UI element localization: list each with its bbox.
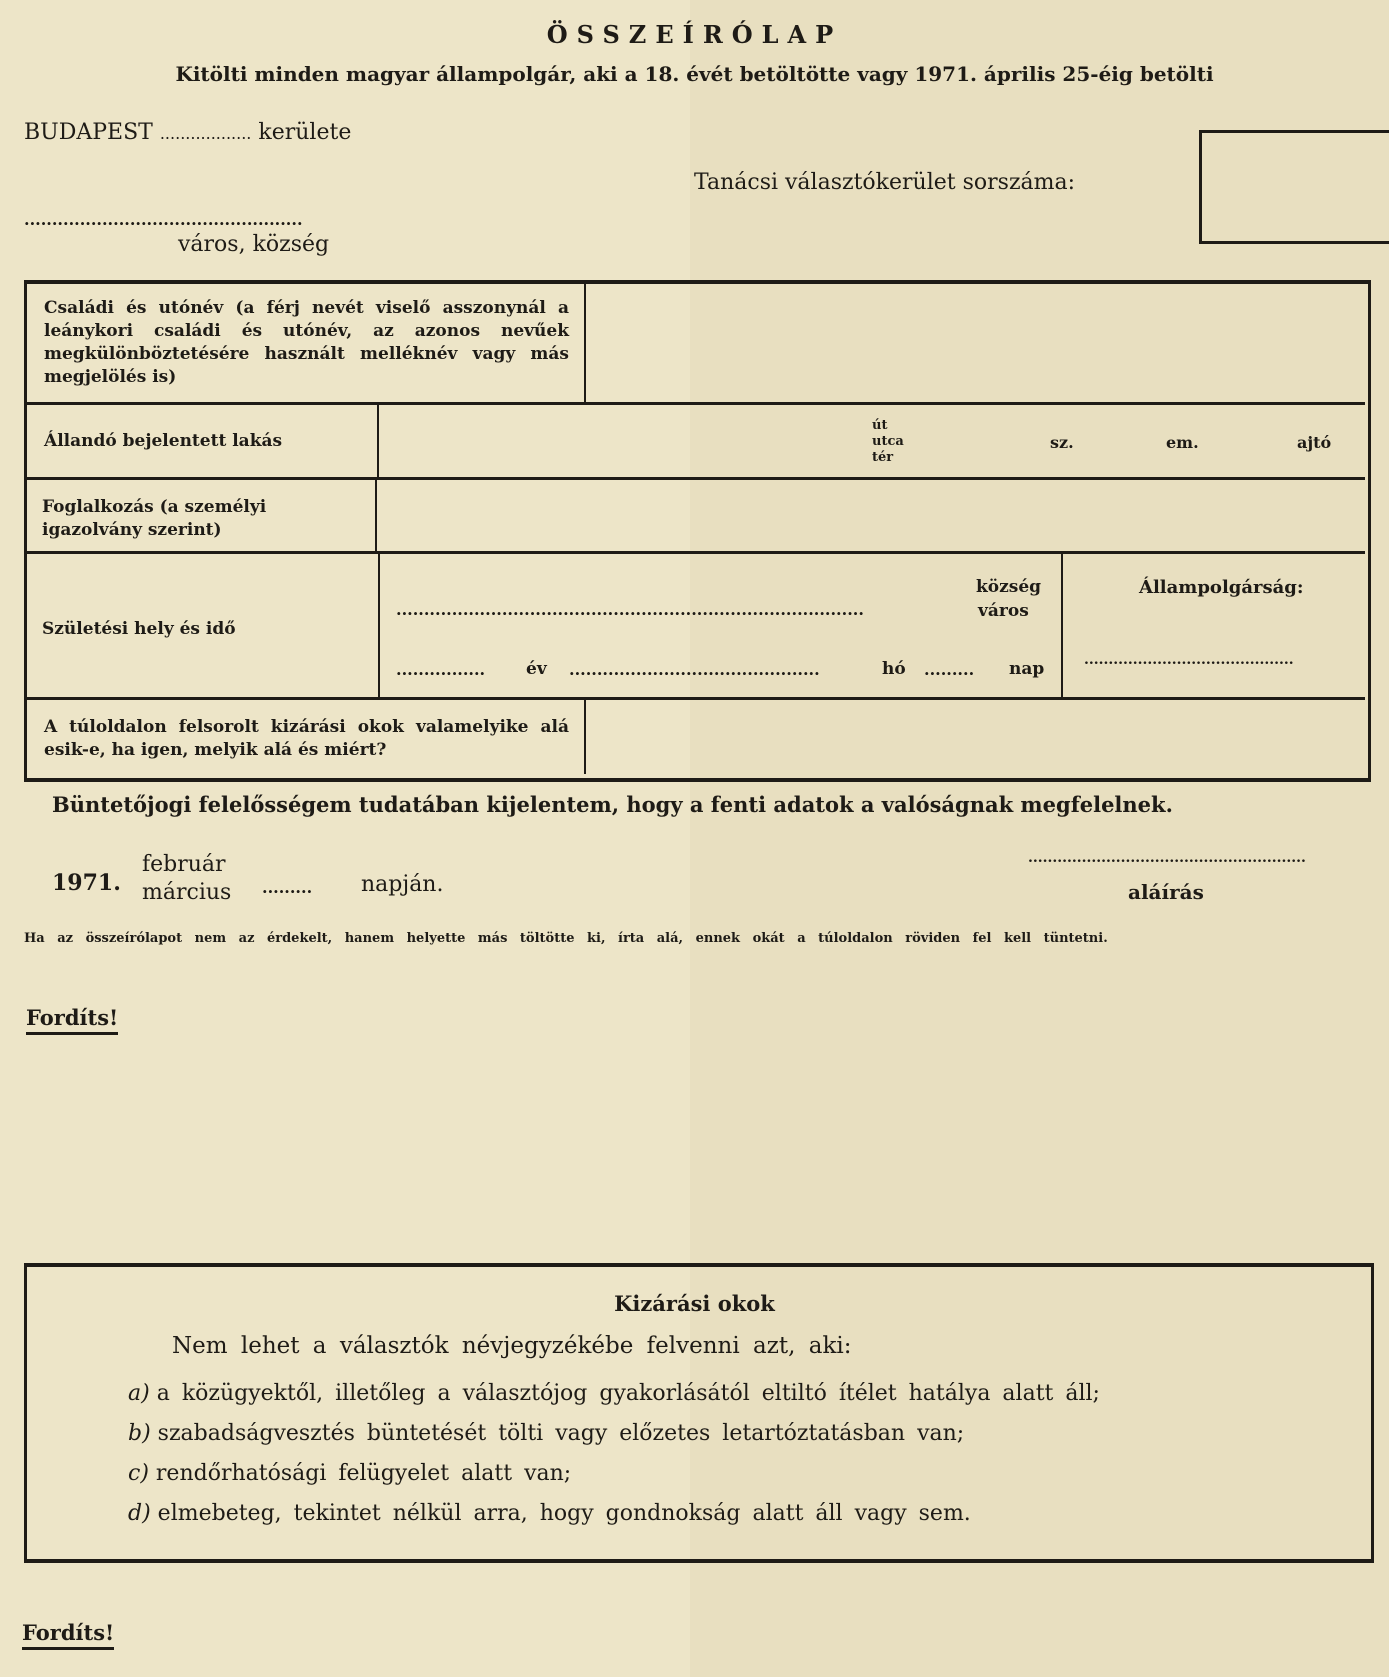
name-field[interactable] (588, 284, 1362, 402)
tanacsi-label: Tanácsi választókerület sorszáma: (694, 170, 1076, 195)
col-divider (378, 554, 380, 697)
napjan-label: napján. (361, 872, 444, 897)
door-label: ajtó (1297, 433, 1332, 452)
item-letter: c) (128, 1461, 149, 1486)
exclusion-item (128, 1454, 1100, 1494)
exclusion-item (128, 1374, 1100, 1414)
utca-label: utca (872, 434, 904, 449)
birth-year-field[interactable]: ................ (396, 660, 486, 679)
declaration-year: 1971. (52, 870, 121, 896)
varos-label: város (978, 601, 1029, 621)
ter-label: tér (872, 450, 894, 465)
exclusion-list (128, 1374, 1100, 1534)
item-text: szabadságvesztés büntetését tölti vagy előzetes letartóztatásban van; (157, 1421, 965, 1446)
house-number-label: sz. (1050, 433, 1074, 452)
col-divider (584, 700, 586, 774)
exclusion-question-label: A túloldalon felsorolt kizárási okok valamelyike alá esik-e, ha igen, melyik alá és miért? (44, 717, 569, 760)
col-divider (1061, 554, 1063, 697)
form-subtitle: Kitölti minden magyar állampolgár, aki a 18. évét betöltötte vagy 1971. április 25-éig betölti (175, 62, 1214, 86)
item-letter: a) (128, 1381, 150, 1406)
month-option-february[interactable]: február (142, 852, 226, 877)
signature-field[interactable]: ......................................................... (1028, 850, 1306, 866)
birth-place-field[interactable]: .................................................................................... (396, 600, 864, 619)
street-type-labels (872, 418, 904, 466)
ut-label: út (872, 418, 888, 433)
month-option-march[interactable]: március (142, 880, 232, 905)
occupation-label: Foglalkozás (a személyi igazolvány szerint) (42, 497, 267, 540)
turn-over-label-1: Fordíts! (26, 1005, 118, 1035)
floor-label: em. (1166, 433, 1199, 452)
turn-over-label-2: Fordíts! (22, 1620, 114, 1650)
city-label: város, község (178, 232, 330, 257)
kozseg-label: község (976, 577, 1042, 597)
year-label: év (526, 659, 547, 679)
exclusion-item (128, 1414, 1100, 1454)
exclusion-item (128, 1494, 1100, 1534)
col-divider (584, 284, 586, 402)
item-text: rendőrhatósági felügyelet alatt van; (155, 1461, 572, 1486)
city-field[interactable]: .................................................. (24, 210, 303, 229)
proxy-note: Ha az összeírólapot nem az érdekelt, hanem helyette más töltötte ki, írta alá, ennek okát a túloldalon röviden fel kell tüntetni. (24, 931, 1108, 946)
kerulete-label: kerülete (258, 120, 352, 145)
exclusion-intro: Nem lehet a választók névjegyzékébe felvenni azt, aki: (172, 1333, 852, 1359)
district-number-box[interactable] (1199, 130, 1389, 244)
item-letter: d) (128, 1501, 151, 1526)
item-letter: b) (128, 1421, 151, 1446)
birth-day-field[interactable]: ......... (924, 660, 975, 679)
month-label: hó (882, 659, 906, 679)
exclusion-answer-field[interactable] (588, 700, 1362, 774)
signature-label: aláírás (1128, 880, 1204, 904)
col-divider (375, 480, 377, 551)
name-label: Családi és utónév (a férj nevét viselő asszonynál a leánykori családi és utónév, az azonos nevűek megkülönböztetésére használt melléknév vagy más megjelölés is) (44, 298, 569, 387)
budapest-line (24, 120, 351, 145)
citizenship-label: Állampolgárság: (1139, 577, 1304, 598)
form-title: ÖSSZEÍRÓLAP (546, 20, 843, 49)
declaration-text: Büntetőjogi felelősségem tudatában kijelentem, hogy a fenti adatok a valóságnak megfelelnek. (52, 792, 1173, 817)
occupation-field[interactable] (380, 480, 1362, 551)
item-text: elmebeteg, tekintet nélkül arra, hogy gondnokság alatt áll vagy sem. (157, 1501, 971, 1526)
declaration-day-field[interactable]: ......... (262, 878, 313, 897)
citizenship-field[interactable]: ........................................... (1084, 652, 1294, 668)
exclusion-title: Kizárási okok (614, 1291, 775, 1316)
row-divider (27, 551, 1365, 554)
birth-label: Születési hely és idő (42, 619, 236, 639)
day-label: nap (1009, 659, 1045, 679)
address-label: Állandó bejelentett lakás (44, 431, 283, 451)
district-field[interactable]: .................. (159, 124, 252, 143)
budapest-label: BUDAPEST (24, 120, 153, 145)
item-text: a közügyektől, illetőleg a választójog gyakorlásától eltiltó ítélet hatálya alatt áll; (156, 1381, 1100, 1406)
col-divider (377, 405, 379, 477)
birth-month-field[interactable]: ............................................. (569, 660, 820, 679)
